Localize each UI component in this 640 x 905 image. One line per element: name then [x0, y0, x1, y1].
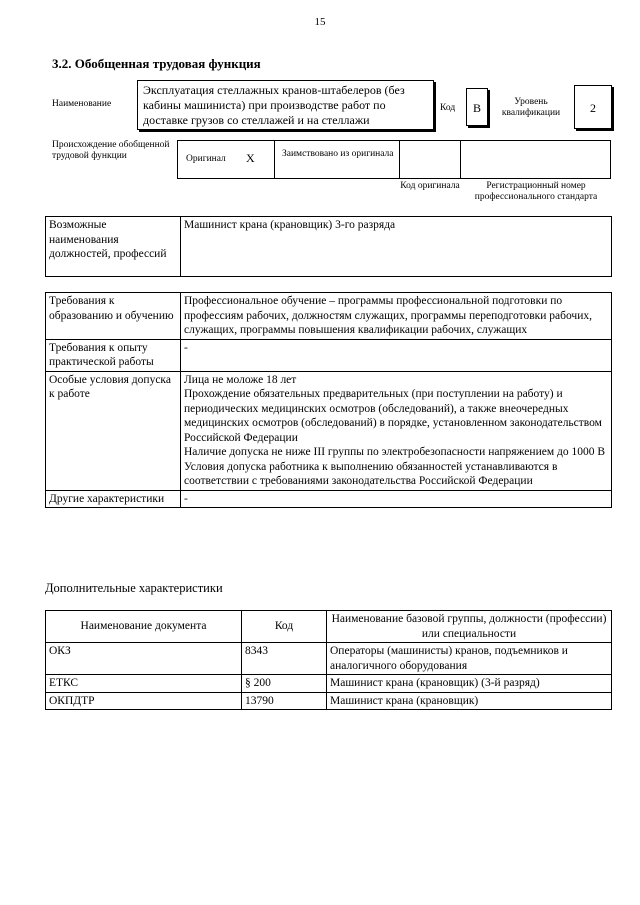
origin-divider: [399, 140, 400, 179]
table-cell: Операторы (машинисты) кранов, подъемников и аналогичного оборудования: [327, 643, 612, 675]
additional-table: [45, 610, 612, 710]
table-cell: ОКПДТР: [46, 692, 242, 710]
reg-number-caption: Регистрационный номер профессионального стандарта: [474, 181, 598, 202]
requirement-value: [181, 490, 612, 508]
positions-label: Возможные наименования должностей, профессий: [46, 217, 181, 277]
requirement-line: Лица не моложе 18 лет: [184, 373, 297, 386]
table-cell: ОКЗ: [46, 643, 242, 675]
code-original-caption: Код оригинала: [400, 181, 460, 191]
requirement-line: -: [184, 492, 188, 505]
level-value: 2: [574, 85, 612, 129]
requirement-line: Условия допуска работника к выполнению обязанностей устанавливаются в соответствии с требованиями законодательства Российской Федерации: [184, 460, 558, 487]
requirement-label: Другие характеристики: [46, 490, 181, 508]
origin-label: Происхождение обобщенной трудовой функции: [52, 140, 170, 161]
origin-grid: [177, 140, 611, 179]
code-value: B: [466, 88, 488, 126]
requirements-table: [45, 292, 612, 508]
table-cell: § 200: [242, 675, 327, 693]
requirement-row: [46, 293, 612, 340]
function-name-field: Эксплуатация стеллажных кранов-штабелеров (без кабины машиниста) при производстве работ по доставке грузов со стеллажей и на стеллажи: [137, 80, 434, 130]
table-cell: 13790: [242, 692, 327, 710]
section-title: 3.2. Обобщенная трудовая функция: [52, 56, 261, 71]
table-row: [46, 643, 612, 675]
requirement-row: [46, 371, 612, 490]
name-label: Наименование: [52, 99, 112, 109]
positions-value: Машинист крана (крановщик) 3-го разряда: [181, 217, 612, 277]
original-mark: X: [246, 151, 255, 165]
requirement-label: Требования к опыту практической работы: [46, 339, 181, 371]
column-header: Наименование базовой группы, должности (профессии) или специальности: [327, 611, 612, 643]
original-label: Оригинал: [186, 154, 226, 164]
level-label: Уровень квалификации: [501, 97, 561, 118]
origin-divider: [274, 140, 275, 179]
requirement-value: [181, 339, 612, 371]
requirement-line: Прохождение обязательных предварительных (при поступлении на работу) и периодических медицинских осмотров (обследований), а также внеочередных медицинских осмотров (обследований) в порядке, установленном законодательством Российской Федерации: [184, 388, 602, 444]
requirement-row: [46, 490, 612, 508]
column-header: Наименование документа: [46, 611, 242, 643]
origin-divider: [460, 140, 461, 179]
table-row: [46, 692, 612, 710]
table-header-row: [46, 611, 612, 643]
requirement-label: Требования к образованию и обучению: [46, 293, 181, 340]
requirement-line: Профессиональное обучение – программы профессиональной подготовки по профессиям рабочих, должностям служащих, программы переподготовки рабочих, служащих, программы повышения квалификации рабочих, служащих: [184, 295, 592, 336]
table-cell: 8343: [242, 643, 327, 675]
table-cell: ЕТКС: [46, 675, 242, 693]
requirement-label: Особые условия допуска к работе: [46, 371, 181, 490]
requirement-value: [181, 293, 612, 340]
page-number: 15: [314, 16, 326, 28]
table-cell: Машинист крана (крановщик) (3-й разряд): [327, 675, 612, 693]
additional-title: Дополнительные характеристики: [45, 581, 223, 595]
requirement-line: -: [184, 341, 188, 354]
positions-table: [45, 216, 612, 277]
requirement-line: Наличие допуска не ниже III группы по электробезопасности напряжением до 1000 В: [184, 446, 605, 458]
requirement-row: [46, 339, 612, 371]
table-row: [46, 675, 612, 693]
column-header: Код: [242, 611, 327, 643]
requirement-value: [181, 371, 612, 490]
table-cell: Машинист крана (крановщик): [327, 692, 612, 710]
borrowed-label: Заимствовано из оригинала: [282, 149, 394, 159]
code-label: Код: [440, 103, 456, 113]
